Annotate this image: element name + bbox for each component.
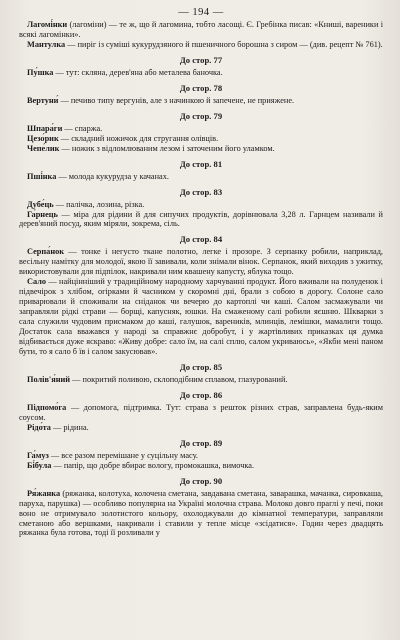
entry-headword: Пші́нка [27, 171, 57, 181]
entry-definition: — найцінніший у традиційному народному харчуванні продукт. Його вживали на полуденок і підвечірок з хлібом, огірками й часником у скоромні дні, брали з собою в дорогу. Солоне сало приварювали й споживали на сніданок чи вечерю до картоплі чи каші. Салом засмажували чи заправляли рідкі страви — борщі, капусняк, юшки. На смаженому салі робили яєшню. Шкварки з сала служили чудовим присмаком до каші, галушок, вареників, млинців, лемішки, мамалиги тощо. Достаток сала вважався у народі за справжнє добробут, і у жартівливих приказках ця думка відбивається дуже яскраво: «Живу добре: сало їм, на салі сплю, салом укриваюсь», «Якби мені паном бути, то я сало б їв і салом закусював». [19, 277, 383, 356]
entry-definition: — палічка, лозина, різка. [53, 199, 145, 209]
entry-headword: Пу́шка [27, 67, 54, 77]
glossary-section [19, 20, 383, 50]
glossary-section [19, 476, 383, 539]
glossary-entry [19, 375, 383, 385]
section-heading: До стор. 86 [179, 389, 223, 400]
glossary-entry [19, 403, 383, 423]
section-heading: До стор. 79 [179, 110, 223, 121]
entry-headword: Вертуни́ [27, 95, 59, 105]
entry-definition: — папір, що добре вбирає вологу, промокашка, вимочка. [51, 460, 255, 470]
entry-headword: Ря́жанка [27, 488, 61, 498]
section-heading: До стор. 83 [179, 186, 223, 197]
entry-headword: Підпомо́га [27, 402, 67, 412]
glossary-entry [19, 40, 383, 50]
glossary-section [19, 55, 383, 78]
entry-definition: — допомога, підтримка. Тут: страва з решток різних страв, заправлена будь-яким соусом. [19, 402, 383, 422]
section-heading: До стор. 81 [179, 158, 223, 169]
glossary-section [19, 362, 383, 385]
entry-definition: — складний ножичок для стругання олівців. [58, 133, 219, 143]
glossary-section [19, 83, 383, 106]
entry-headword: Га́муз [27, 450, 49, 460]
glossary-section [19, 390, 383, 433]
entry-headword: Лагомі́нки [27, 20, 68, 29]
glossary-entry [19, 172, 383, 182]
entry-definition: — спаржа. [62, 123, 103, 133]
entry-definition: — покритий поливою, склоподібним сплавом, глазурований. [70, 374, 288, 384]
entry-definition: (лагоміни) — те ж, що й лагомина, тобто ласощі. Є. Гребінка писав: «Книші, вареники і всякі лагомінки». [19, 20, 383, 39]
entry-headword: Мантулка [27, 39, 66, 49]
glossary-entry [19, 423, 383, 433]
glossary-entry [19, 68, 383, 78]
glossary-entry [19, 20, 383, 40]
entry-headword: Полів'я́ний [27, 374, 71, 384]
entry-definition: — печиво типу вергунів, але з начинкою й запечене, не прияжене. [58, 95, 295, 105]
entry-headword: Рідо́та [27, 422, 51, 432]
entry-definition: — все разом перемішане у суцільну масу. [48, 450, 198, 460]
glossary-section [19, 438, 383, 471]
glossary-section [19, 234, 383, 356]
glossary-entry [19, 96, 383, 106]
glossary-section [19, 159, 383, 182]
glossary-content [19, 20, 383, 538]
entry-headword: Сало [27, 277, 47, 287]
entry-definition: — пиріг із суміші кукурудзяного й пшеничного борошна з сиром — (див. рецепт № 761). [65, 39, 383, 49]
entry-definition: — тонке і негусто ткане полотно, легке і прозоре. З серпанку робили, наприклад, весільну намітку для молодої, якою її завивали, коли знімали вінок. Серпанок, який виходив з ужитку, використовували для підпілок, накривали ним квашену капусту, яблука тощо. [19, 247, 383, 277]
section-heading: До стор. 84 [179, 234, 223, 245]
section-heading: До стор. 78 [179, 82, 223, 93]
entry-headword: Бі́була [27, 460, 52, 470]
glossary-entry [19, 134, 383, 144]
entry-headword: Га́рнець [27, 209, 58, 219]
section-heading: До стор. 89 [179, 437, 223, 448]
glossary-entry [19, 461, 383, 471]
glossary-entry [19, 451, 383, 461]
glossary-entry [19, 210, 383, 230]
glossary-entry [19, 247, 383, 277]
glossary-entry [19, 277, 383, 357]
entry-definition: — рідина. [50, 422, 89, 432]
entry-headword: Шпара́ги [27, 123, 63, 133]
section-heading: До стор. 85 [179, 361, 223, 372]
entry-definition: — молода кукурудза у качанах. [56, 171, 169, 181]
page-number: — 194 — [178, 7, 224, 18]
entry-definition: — міра для рідини й для сипучих продуктів, дорівнювала 3,28 л. Гарнцем називали й дерев'яний посуд, яким міряли, зокрема, сіль. [19, 209, 383, 229]
glossary-section [19, 111, 383, 154]
glossary-entry [19, 124, 383, 134]
glossary-entry [19, 200, 383, 210]
section-heading: До стор. 90 [179, 475, 223, 486]
section-heading: До стор. 77 [179, 54, 223, 65]
entry-headword: Дубе́ць [27, 199, 54, 209]
glossary-entry [19, 489, 383, 539]
entry-definition: — ножик з відломлюваним лезом і заточеним його уламком. [59, 143, 275, 153]
entry-definition: — тут: скляна, дерев'яна або металева баночка. [53, 67, 223, 77]
entry-headword: Серпа́нок [27, 247, 65, 257]
glossary-section [19, 187, 383, 230]
entry-headword: Чепе́лик [27, 143, 60, 153]
glossary-entry [19, 144, 383, 154]
entry-definition: (ряжанка, колотуха, колочена сметана, завдавана сметана, заварашка, мачанка, сировкаша, паруха, парушка) — особливо популярна на Україні молочна страва. Молоко довго праглі у печі, поки воно не отримувало золотистого кольору, охолоджували до кімнатної температури, заправляли сметаною або вершками, накривали і ставили у тепле місце «зсідатися». Годин через двадцять ряжанка була готова, тоді її розливали у [19, 488, 383, 538]
entry-headword: Цезо́рик [27, 133, 59, 143]
